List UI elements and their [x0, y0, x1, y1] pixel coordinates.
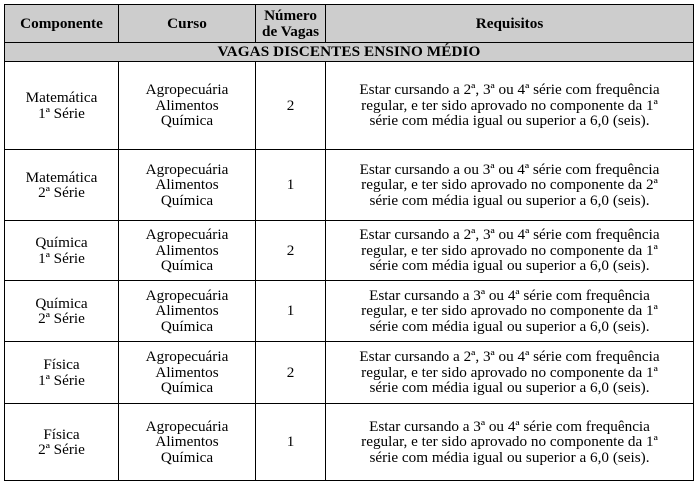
table-row [5, 342, 694, 404]
curso-item: Alimentos [155, 96, 219, 114]
requisitos-line: série com média igual ou superior a 6,0 (seis). [369, 257, 650, 275]
requisitos-cell [326, 221, 694, 281]
componente-cell [5, 342, 119, 404]
requisitos-line: regular, e ter sido aprovado no componente da 1ª [361, 302, 658, 320]
header-numero-vagas [256, 5, 326, 43]
componente-name: Química [35, 234, 88, 251]
curso-item: Alimentos [155, 241, 219, 259]
curso-item: Agropecuária [145, 348, 229, 366]
curso-item: Agropecuária [145, 160, 229, 178]
vagas-cell: 1 [256, 150, 326, 221]
section-row [5, 43, 694, 62]
componente-cell [5, 150, 119, 221]
curso-cell [119, 150, 256, 221]
curso-item: Alimentos [155, 363, 219, 381]
requisitos-line: Estar cursando a 2ª, 3ª ou 4ª série com frequência [359, 226, 660, 244]
table-header-row [5, 5, 694, 43]
section-title: VAGAS DISCENTES ENSINO MÉDIO [5, 43, 694, 62]
curso-cell [119, 342, 256, 404]
curso-item: Química [160, 112, 214, 130]
curso-item: Agropecuária [145, 286, 229, 304]
componente-serie: 1ª Série [38, 104, 85, 122]
componente-serie: 1ª Série [38, 371, 85, 389]
table-row [5, 221, 694, 281]
curso-item: Agropecuária [145, 226, 229, 244]
componente-serie: 2ª Série [38, 310, 85, 327]
curso-item: Alimentos [155, 176, 219, 194]
requisitos-line: série com média igual ou superior a 6,0 (seis). [369, 317, 650, 335]
componente-name: Física [43, 425, 80, 443]
curso-cell [119, 404, 256, 481]
componente-name: Química [35, 294, 88, 312]
header-numero-line2: de Vagas [262, 22, 319, 40]
requisitos-line: regular, e ter sido aprovado no componente da 2ª [361, 176, 658, 194]
vagas-cell: 2 [256, 342, 326, 404]
requisitos-line: série com média igual ou superior a 6,0 (seis). [369, 191, 650, 209]
curso-item: Química [160, 191, 214, 209]
curso-item: Agropecuária [145, 417, 229, 435]
requisitos-line: série com média igual ou superior a 6,0 (seis). [369, 448, 650, 466]
table-row [5, 150, 694, 221]
componente-cell [5, 62, 119, 150]
header-componente: Componente [5, 5, 119, 43]
vagas-cell: 2 [256, 221, 326, 281]
requisitos-cell [326, 62, 694, 150]
curso-item: Alimentos [155, 433, 219, 451]
requisitos-line: Estar cursando a 3ª ou 4ª série com frequência [369, 286, 650, 304]
header-requisitos: Requisitos [326, 5, 694, 43]
componente-name: Matemática [25, 89, 98, 106]
table-row [5, 62, 694, 150]
requisitos-line: Estar cursando a 2ª, 3ª ou 4ª série com frequência [359, 81, 660, 99]
requisitos-line: regular, e ter sido aprovado no componente da 1ª [361, 433, 658, 451]
table-row [5, 404, 694, 481]
requisitos-line: série com média igual ou superior a 6,0 (seis). [369, 379, 650, 397]
curso-cell [119, 62, 256, 150]
vagas-table [4, 4, 694, 481]
requisitos-line: série com média igual ou superior a 6,0 (seis). [369, 112, 650, 130]
componente-serie: 1ª Série [38, 249, 85, 267]
componente-cell [5, 281, 119, 342]
requisitos-line: regular, e ter sido aprovado no componente da 1ª [361, 96, 658, 114]
table-row [5, 281, 694, 342]
curso-item: Agropecuária [145, 81, 229, 99]
curso-cell [119, 281, 256, 342]
componente-cell [5, 404, 119, 481]
componente-cell [5, 221, 119, 281]
curso-item: Química [160, 379, 214, 397]
requisitos-cell [326, 281, 694, 342]
requisitos-line: Estar cursando a 2ª, 3ª ou 4ª série com frequência [359, 348, 660, 366]
curso-item: Química [160, 257, 214, 275]
curso-item: Química [160, 448, 214, 466]
componente-serie: 2ª Série [38, 441, 85, 458]
requisitos-cell [326, 342, 694, 404]
componente-name: Física [43, 356, 80, 373]
requisitos-line: regular, e ter sido aprovado no componente da 1ª [361, 241, 658, 259]
componente-name: Matemática [25, 168, 98, 186]
curso-item: Alimentos [155, 302, 219, 320]
header-numero-line1: Número [264, 6, 317, 24]
curso-item: Química [160, 317, 214, 335]
requisitos-line: Estar cursando a ou 3ª ou 4ª série com frequência [359, 160, 660, 178]
curso-cell [119, 221, 256, 281]
requisitos-cell [326, 150, 694, 221]
vagas-cell: 1 [256, 281, 326, 342]
componente-serie: 2ª Série [38, 184, 85, 201]
vagas-cell: 1 [256, 404, 326, 481]
requisitos-line: regular, e ter sido aprovado no componente da 1ª [361, 363, 658, 381]
requisitos-line: Estar cursando a 3ª ou 4ª série com frequência [369, 417, 650, 435]
requisitos-cell [326, 404, 694, 481]
header-curso: Curso [119, 5, 256, 43]
vagas-cell: 2 [256, 62, 326, 150]
